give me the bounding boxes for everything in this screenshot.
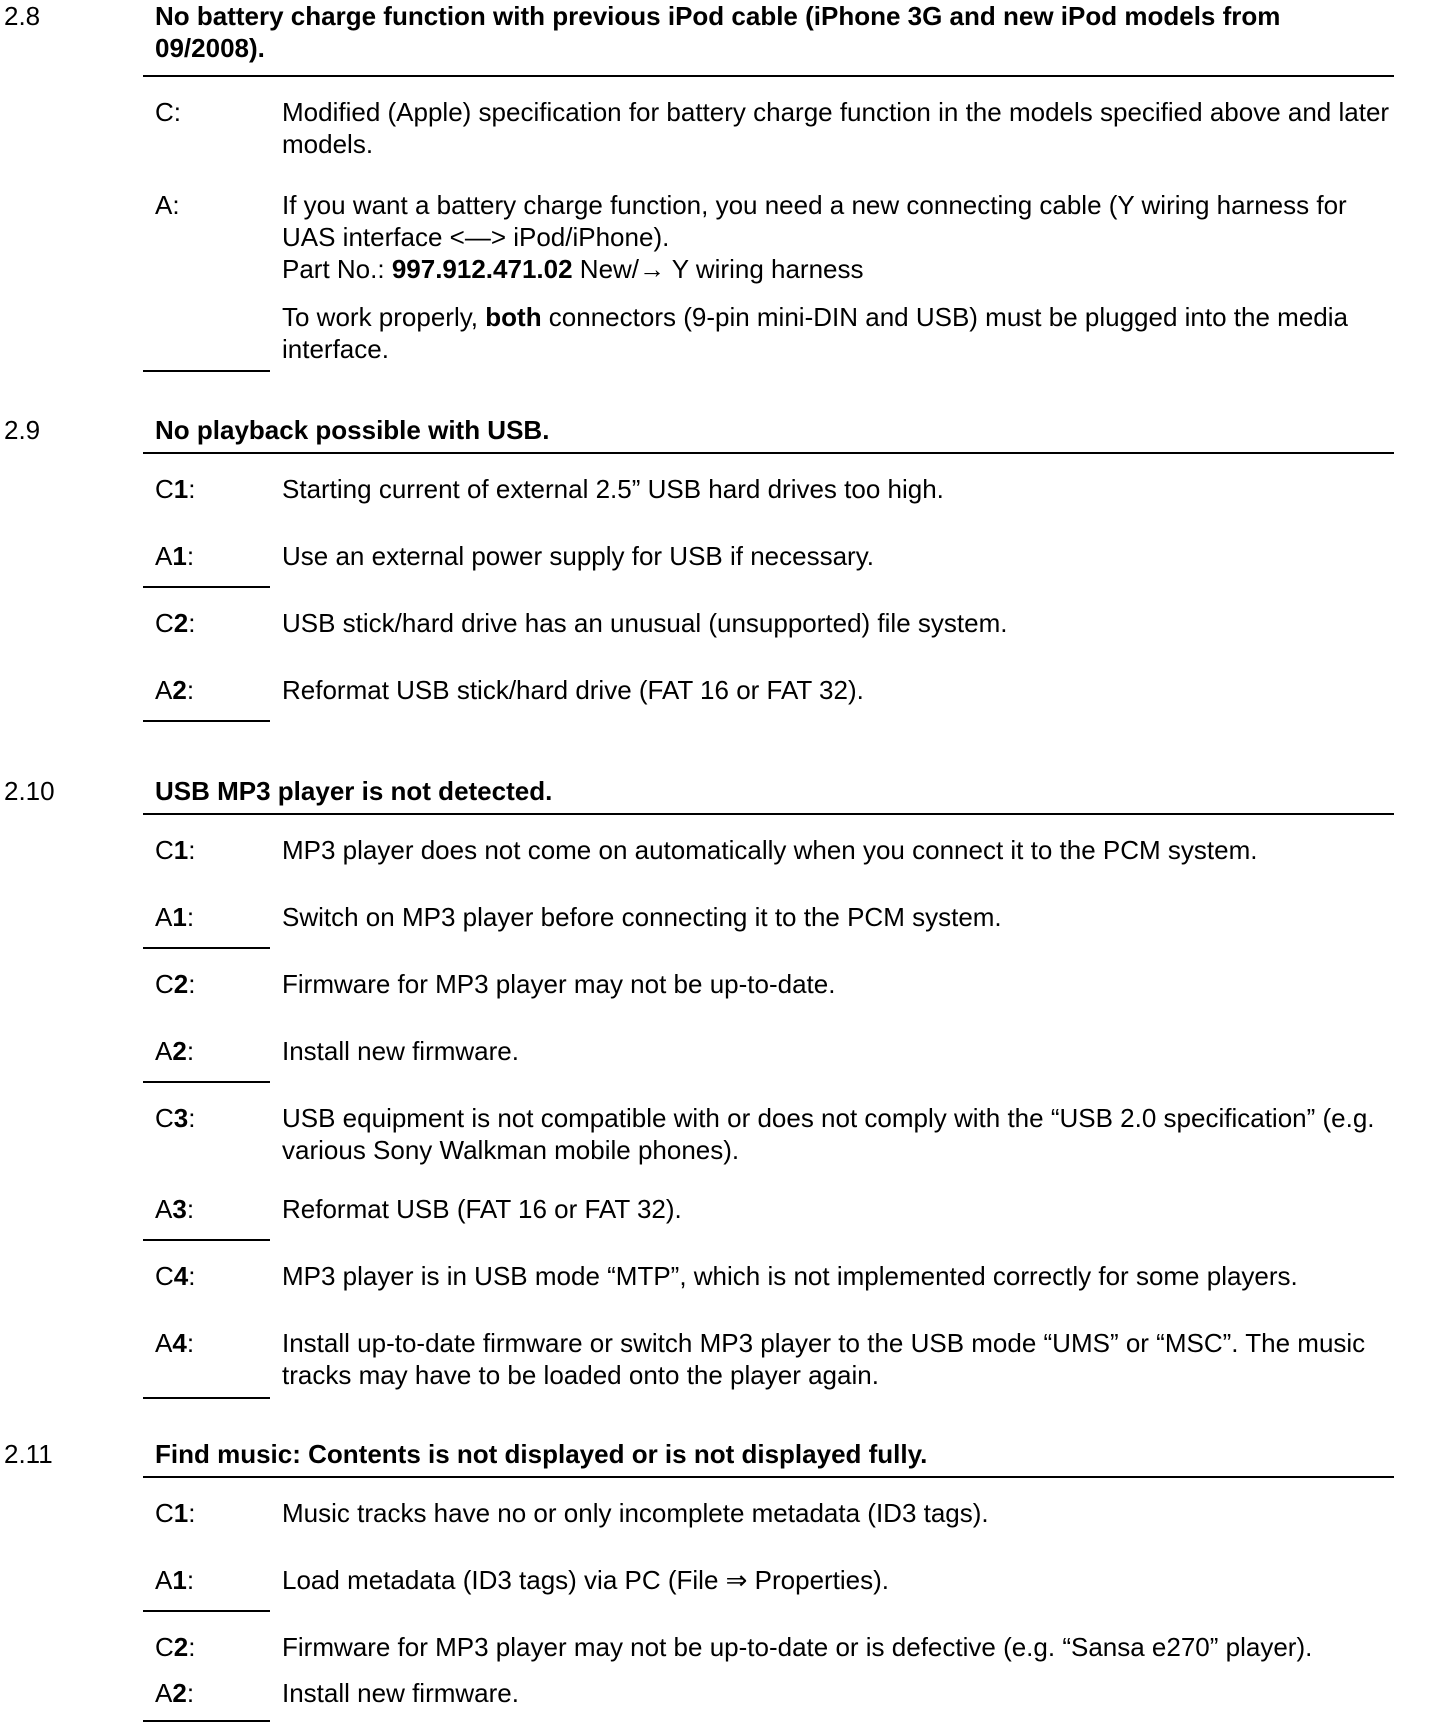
note-paragraph bbox=[282, 301, 1402, 365]
entry-text: Switch on MP3 player before connecting it to the PCM system. bbox=[282, 902, 1002, 932]
entry-label: A3: bbox=[155, 1194, 195, 1224]
entry-text-line: If you want a battery charge function, you need a new connecting cable (Y wiring harness for UAS interface <—> iPod/iPhone). bbox=[282, 190, 1347, 252]
entry-separator bbox=[143, 1081, 270, 1083]
section-number: 2.10 bbox=[4, 776, 55, 806]
entry-label: C1: bbox=[155, 1498, 196, 1528]
entry-label: A: bbox=[155, 190, 180, 220]
entry-separator bbox=[143, 1397, 270, 1399]
entry-label: C1: bbox=[155, 835, 196, 865]
entry-label: C2: bbox=[155, 1632, 196, 1662]
entry-text: Firmware for MP3 player may not be up-to-date. bbox=[282, 969, 836, 999]
section-number: 2.11 bbox=[4, 1439, 53, 1469]
entry-text bbox=[282, 189, 1402, 365]
entry-text: Install new firmware. bbox=[282, 1036, 519, 1066]
entry-label: C2: bbox=[155, 608, 196, 638]
entry-text: Starting current of external 2.5” USB hard drives too high. bbox=[282, 474, 944, 504]
entry-text: Use an external power supply for USB if necessary. bbox=[282, 541, 875, 571]
entry-label: A1: bbox=[155, 902, 195, 932]
entry-text: Load metadata (ID3 tags) via PC (File ⇒ Properties). bbox=[282, 1565, 890, 1595]
entry-text: MP3 player is in USB mode “MTP”, which is not implemented correctly for some players. bbox=[282, 1261, 1298, 1291]
entry-text: USB stick/hard drive has an unusual (unsupported) file system. bbox=[282, 608, 1008, 638]
entry-label: A1: bbox=[155, 541, 195, 571]
part-prefix: Part No.: bbox=[282, 254, 392, 284]
entry-label: C4: bbox=[155, 1261, 196, 1291]
entry-text: MP3 player does not come on automatically when you connect it to the PCM system. bbox=[282, 835, 1258, 865]
entry-text: USB equipment is not compatible with or does not comply with the “USB 2.0 specification” (e.g. various Sony Walkman mobile phones). bbox=[282, 1103, 1375, 1165]
part-number: 997.912.471.02 bbox=[391, 254, 573, 284]
section-number: 2.9 bbox=[4, 415, 41, 445]
part-suffix: New/→ Y wiring harness bbox=[572, 254, 864, 284]
entry-label: C2: bbox=[155, 969, 196, 999]
entry-separator bbox=[143, 720, 270, 722]
entry-text: Install new firmware. bbox=[282, 1678, 519, 1708]
part-number-line bbox=[282, 253, 1402, 285]
entry-label: A2: bbox=[155, 675, 195, 705]
section-title: USB MP3 player is not detected. bbox=[155, 776, 553, 806]
entry-label: A2: bbox=[155, 1678, 195, 1708]
entry-separator bbox=[143, 947, 270, 949]
section-title: No playback possible with USB. bbox=[155, 415, 550, 445]
entry-separator bbox=[143, 1239, 270, 1241]
entry-text: Music tracks have no or only incomplete metadata (ID3 tags). bbox=[282, 1498, 989, 1528]
entry-text: Reformat USB stick/hard drive (FAT 16 or FAT 32). bbox=[282, 675, 864, 705]
entry-label: C3: bbox=[155, 1103, 196, 1133]
section-rule bbox=[143, 75, 1394, 77]
section-rule bbox=[143, 813, 1394, 815]
note-post: connectors (9-pin mini-DIN and USB) must be plugged into the media interface. bbox=[282, 302, 1348, 364]
entry-separator bbox=[143, 1610, 270, 1612]
entry-separator bbox=[143, 1720, 270, 1722]
entry-text: Reformat USB (FAT 16 or FAT 32). bbox=[282, 1194, 682, 1224]
entry-label: C1: bbox=[155, 474, 196, 504]
entry-separator bbox=[143, 586, 270, 588]
entry-text: Install up-to-date firmware or switch MP3 player to the USB mode “UMS” or “MSC”. The music tracks may have to be loaded onto the player again. bbox=[282, 1328, 1366, 1390]
entry-label: A4: bbox=[155, 1328, 195, 1358]
section-title: Find music: Contents is not displayed or is not displayed fully. bbox=[155, 1439, 928, 1469]
section-number: 2.8 bbox=[4, 1, 41, 31]
section-rule bbox=[143, 452, 1394, 454]
section-rule bbox=[143, 1476, 1394, 1478]
note-pre: To work properly, bbox=[282, 302, 486, 332]
entry-label: A1: bbox=[155, 1565, 195, 1595]
section-title: No battery charge function with previous iPod cable (iPhone 3G and new iPod models from 09/2008). bbox=[155, 1, 1281, 63]
entry-text: Modified (Apple) specification for battery charge function in the models specified above and later models. bbox=[282, 97, 1390, 159]
entry-label: C: bbox=[155, 97, 181, 127]
note-bold: both bbox=[485, 302, 542, 332]
entry-separator bbox=[143, 370, 270, 372]
entry-text: Firmware for MP3 player may not be up-to-date or is defective (e.g. “Sansa e270” player). bbox=[282, 1632, 1313, 1662]
entry-label: A2: bbox=[155, 1036, 195, 1066]
